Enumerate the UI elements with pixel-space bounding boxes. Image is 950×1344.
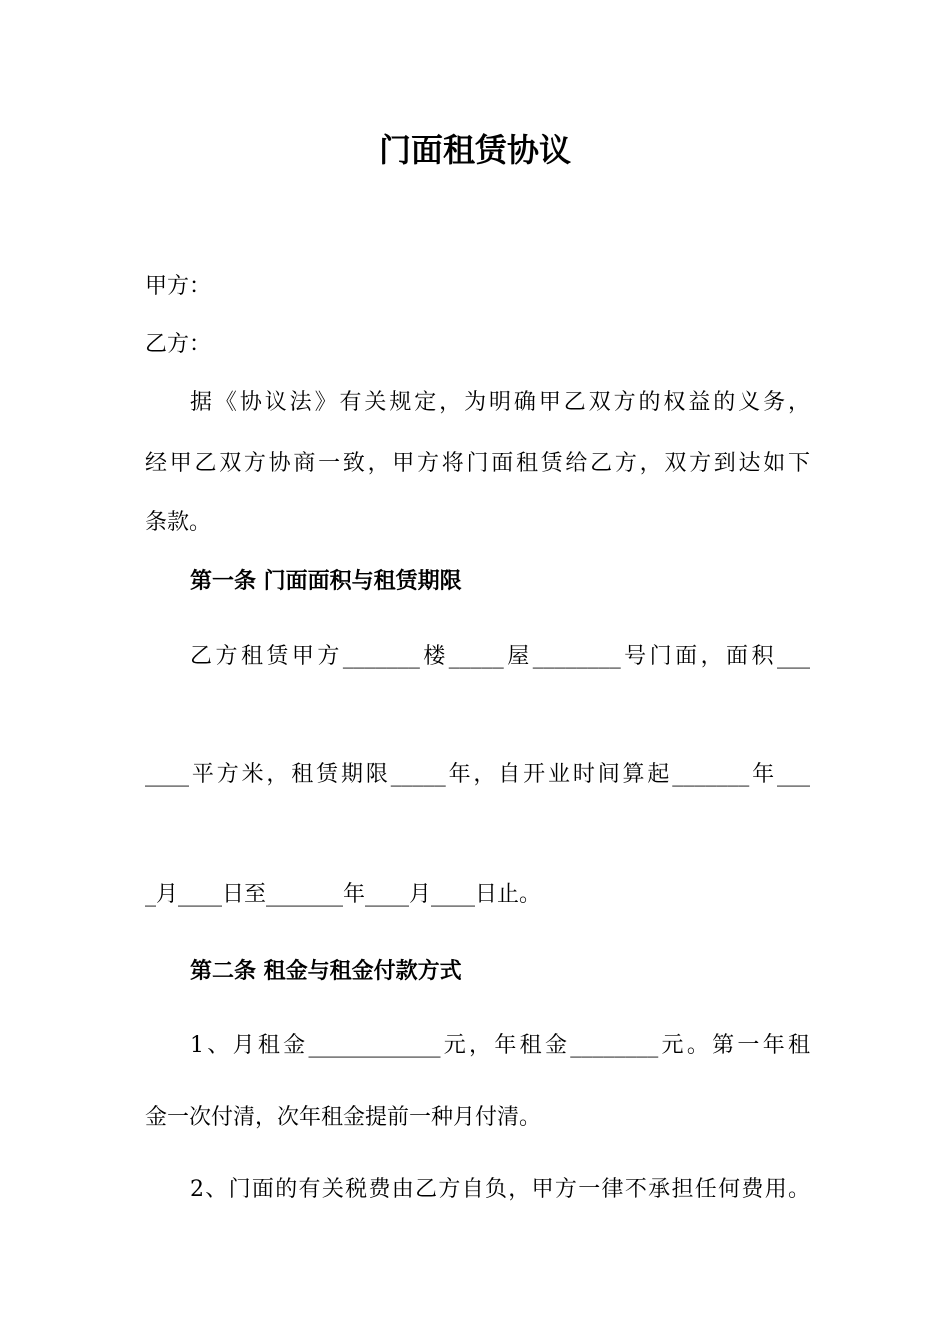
party-b-label: 乙方： <box>145 332 212 357</box>
intro-line-3: 条款。 <box>145 510 212 535</box>
intro-line-1: 据《协议法》有关规定，为明确甲乙双方的权益的义务， <box>190 390 810 415</box>
intro-line-2: 经甲乙双方协商一致，甲方将门面租赁给乙方，双方到达如下 <box>145 451 810 476</box>
article-2-item-1-line-1: 1、月租金____________元，年租金________元。第一年租 <box>190 1033 810 1058</box>
document-title: 门面租赁协议 <box>378 131 571 169</box>
article-1-line-1: 乙方租赁甲方_______楼_____屋________号门面，面积___ <box>190 644 810 669</box>
party-a-label: 甲方： <box>145 274 212 299</box>
article-2-heading: 第二条 租金与租金付款方式 <box>190 959 462 984</box>
article-1-line-2: ____平方米，租赁期限_____年，自开业时间算起_______年___ <box>145 762 810 787</box>
article-1-heading: 第一条 门面面积与租赁期限 <box>190 569 462 594</box>
article-2-item-1-line-2: 金一次付清，次年租金提前一种月付清。 <box>145 1105 542 1130</box>
article-2-item-2: 2、门面的有关税费由乙方自负，甲方一律不承担任何费用。 <box>190 1177 810 1202</box>
article-1-line-3: _月____日至_______年____月____日止。 <box>145 882 542 907</box>
